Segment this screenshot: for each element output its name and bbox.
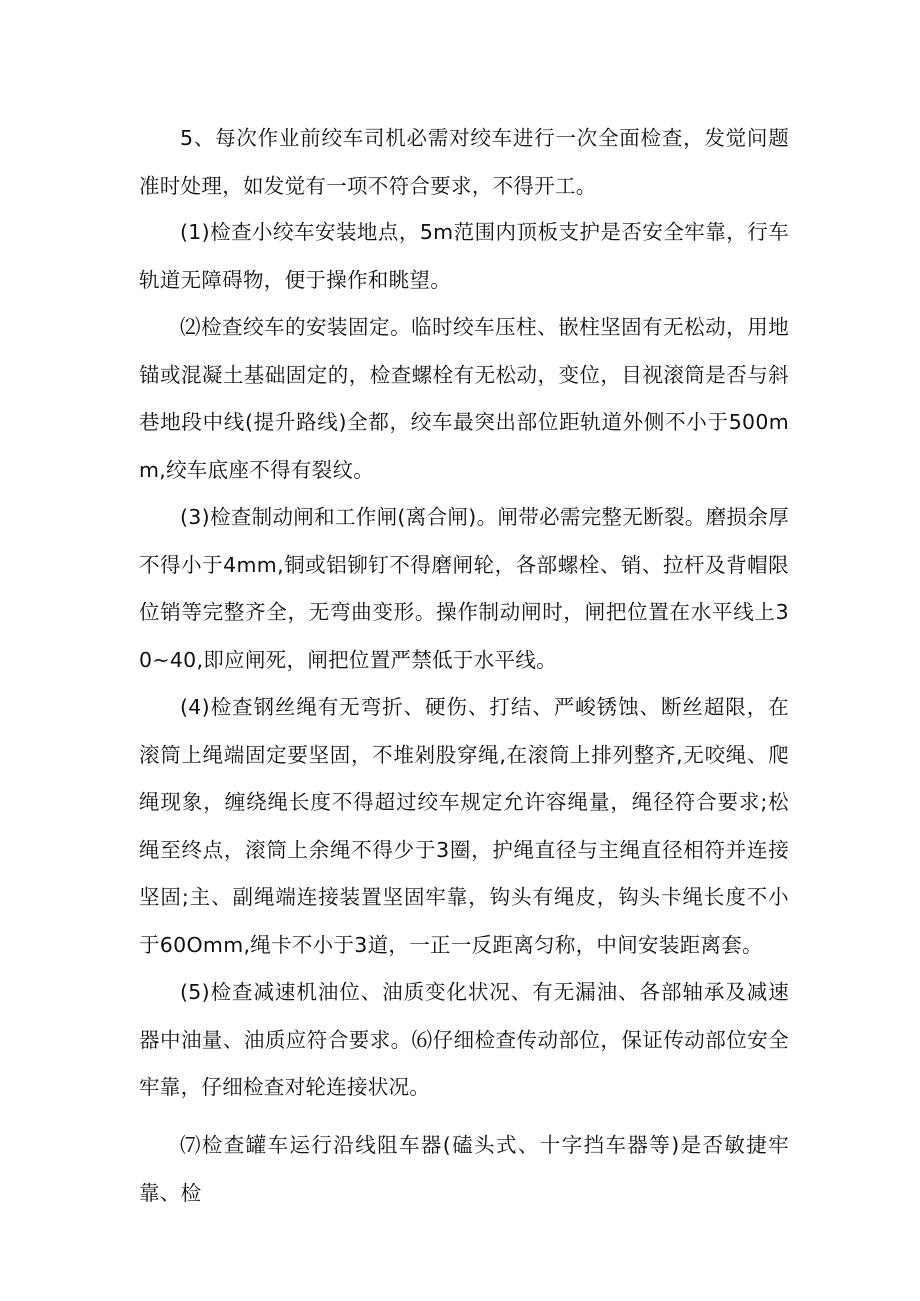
paragraph-1-installation-site: (1)检查小绞车安装地点，5m范围内顶板支护是否安全牢靠，行车轨道无障碍物，便于操作和眺望。 [139, 220, 789, 292]
paragraph-5-inspection-rule: 5、每次作业前绞车司机必需对绞车进行一次全面检查，发觉问题准时处理，如发觉有一项不符合要求，不得开工。 [139, 126, 789, 198]
paragraph-5-reducer-oil-check: (5)检查减速机油位、油质变化状况、有无漏油、各部轴承及减速器中油量、油质应符合要求。⑹仔细检查传动部位，保证传动部位安全牢靠，仔细检查对轮连接状况。 [139, 980, 789, 1099]
paragraph-7-car-stopper-check: ⑺检查罐车运行沿线阻车器(磕头式、十字挡车器等)是否敏捷牢靠、检 [139, 1133, 789, 1205]
paragraph-2-installation-fixing: ⑵检查绞车的安装固定。临时绞车压柱、嵌柱坚固有无松动，用地锚或混凝土基础固定的，检查螺栓有无松动，变位，目视滚筒是否与斜巷地段中线(提升路线)全都，绞车最突出部位距轨道外侧不小于500mm,绞车底座不得有裂纹。 [139, 315, 789, 482]
paragraph-3-brake-check: (3)检查制动闸和工作闸(离合闸)。闸带必需完整无断裂。磨损余厚不得小于4mm,铜或铝铆钉不得磨闸轮，各部螺栓、销、拉杆及背帽限位销等完整齐全，无弯曲变形。操作制动闸时，闸把位置在水平线上30~40,即应闸死，闸把位置严禁低于水平线。 [139, 505, 789, 672]
paragraph-4-wire-rope-check: (4)检查钢丝绳有无弯折、硬伤、打结、严峻锈蚀、断丝超限，在滚筒上绳端固定要坚固，不堆剁股穿绳,在滚筒上排列整齐,无咬绳、爬绳现象，缠绕绳长度不得超过绞车规定允许容绳量，绳径符合要求;松绳至终点，滚筒上余绳不得少于3圈，护绳直径与主绳直径相符并连接坚固;主、副绳端连接装置坚固牢靠，钩头有绳皮，钩头卡绳长度不小于60Omm,绳卡不小于3道，一正一反距离匀称，中间安装距离套。 [139, 695, 789, 957]
